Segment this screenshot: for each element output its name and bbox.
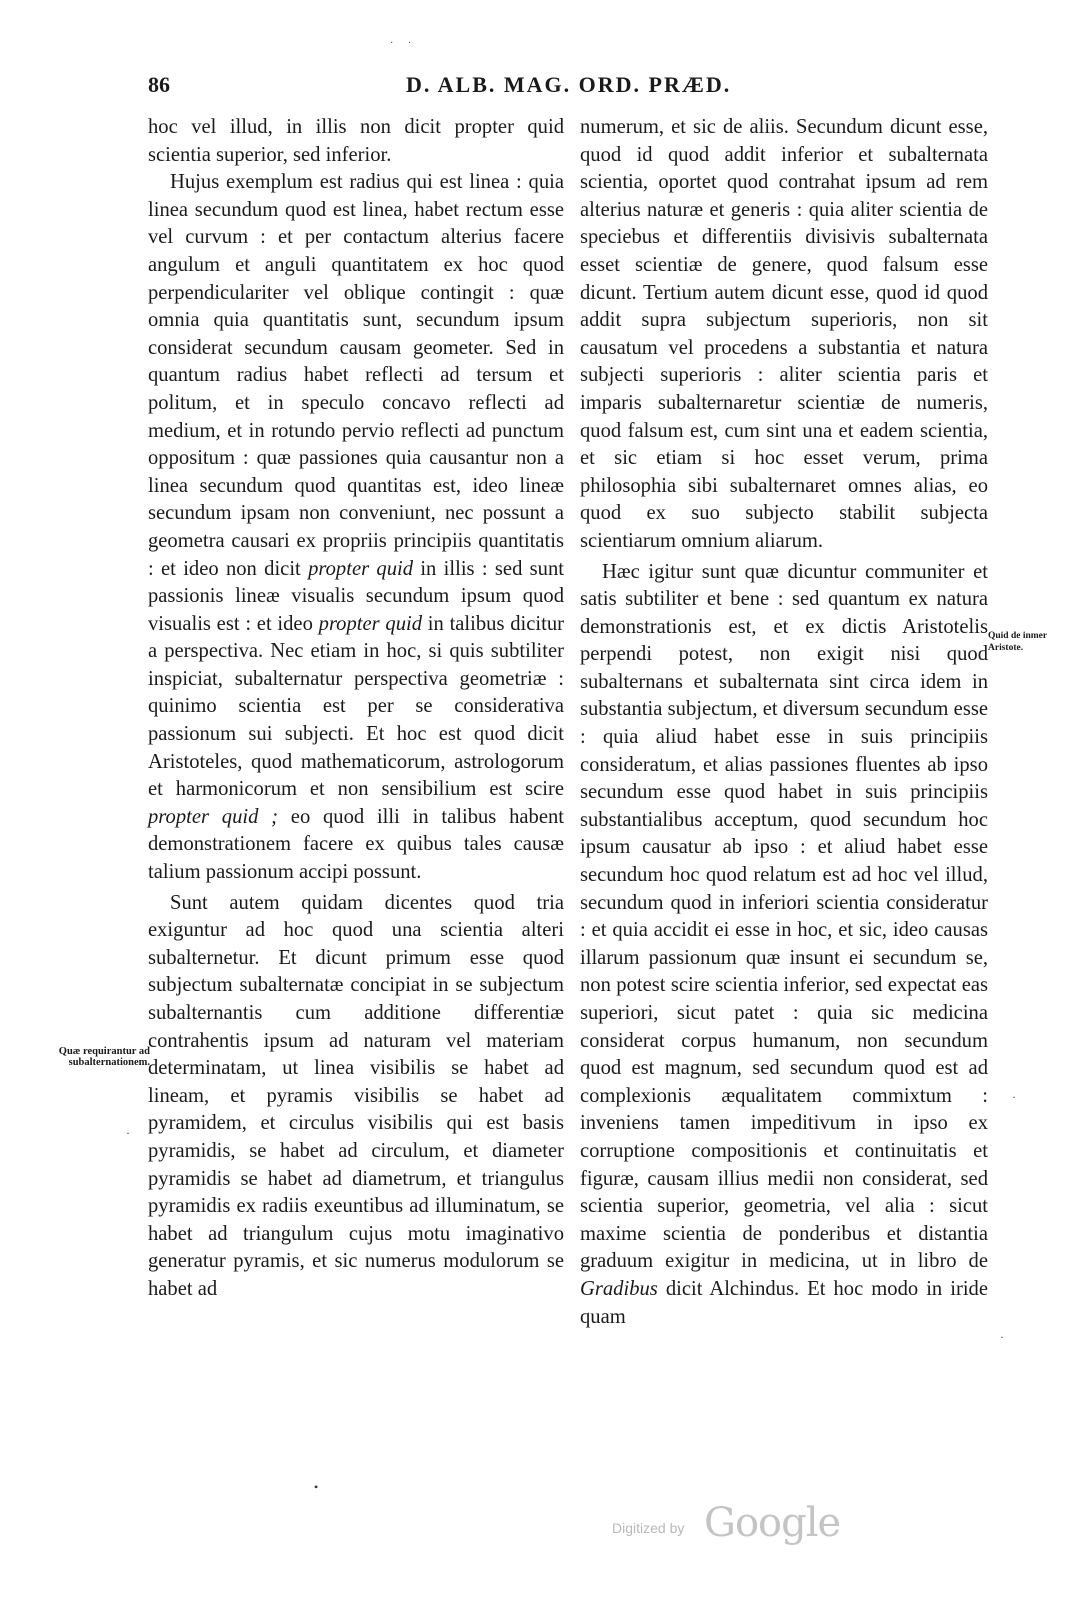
left-paragraph-1: hoc vel illud, in illis non dicit propter quid scientia superior, sed inferior. xyxy=(148,116,564,166)
left-paragraph-2-emphasis-1: propter quid xyxy=(308,557,414,580)
header-title: D. ALB. MAG. ORD. PRÆD. xyxy=(406,72,732,97)
running-head xyxy=(148,72,1010,112)
google-logo: Google xyxy=(704,1500,841,1546)
left-paragraph-3: Sunt autem quidam dicentes quod tria exiguntur ad hoc quod una scientia alteri subalternetur. Et dicunt primum esse quod subjectum subalternatæ concipiat in se subjectum subalternantis cum additione differentiæ contrahentis ipsum ad naturam vel materiam determinatam, ut linea visibilis se habet ad lineam, et pyramis visibilis se habet ad pyramidem, et circulus visibilis qui est basis pyramidis, se habet ad circulum, et diameter pyramidis se habet ad diametrum, et triangulus pyramidis ex radiis exeuntibus ad illuminatum, se habet ad triangulum cujus motu imaginativo generatur pyramis, et sic numerus modulorum se habet ad xyxy=(148,891,564,1300)
speck-mark: · xyxy=(126,1126,130,1140)
margin-note-right: Quid de inmer Aristote. xyxy=(988,631,1047,653)
left-paragraph-2-text-d: eo quod illi in talibus habent demonstrationem facere ex quibus tales causæ talium passionum accipi possunt. xyxy=(148,805,564,884)
left-paragraph-2-text-c: in talibus dicitur a perspectiva. Nec etiam in hoc, si quis subtiliter inspiciat, subalternatur perspectiva geometriæ : quinimo scientia est per se considerativa passionum sui subjecti. Et hoc est quod dicit Aristoteles, quod mathematicorum, astrologorum et harmonicorum et non sensibilium est scire xyxy=(148,612,564,801)
speck-mark: · xyxy=(1000,1330,1004,1344)
right-paragraph-1: numerum, et sic de aliis. Secundum dicunt esse, quod id quod addit inferior et subalternata scientia, oportet quod contrahat ipsum ad rem alterius naturæ et generis : quia aliter scientia de speciebus et differentiis divisivis subalternata esset scientiæ de genere, quod falsum esse dicunt. Tertium autem dicunt esse, quod id quod addit supra subjectum superioris, non sit causatum vel procedens a substantia et natura subjecti superioris : aliter scientia paris et imparis subalternaretur scientiæ de numeris, quod falsum est, cum sint una et eadem scientia, et sic etiam si hoc esset verum, prima philosophia sibi subalternaret omnes alias, eo quod ex suo subjecto stabilit subjecta scientiarum omnium aliarum. xyxy=(580,116,988,552)
digitized-footer xyxy=(612,1500,852,1550)
left-paragraph-2 xyxy=(148,169,564,886)
digitized-label: Digitized by xyxy=(612,1520,685,1536)
right-paragraph-2-text-a: Hæc igitur sunt quæ dicuntur communiter et satis subtiliter et bene : sed quantum ex natura demonstrationis est, et ex dictis Aristotelis perpendi potest, non exigit nisi quod subalternans et subalternata sint circa idem in substantia subjectum, et diversum secundum esse : quia aliud habet esse in suis principiis consideratum, et alias passiones fluentes ab ipso secundum esse quod habet in suis principiis substantialibus acceptum, quod secundum hoc ipsum causatur ab ipso : et aliud habet esse secundum hoc quod relatum est ad hoc vel illud, secundum quod in inferiori scientia consideratur : et quia accidit ei esse in hoc, et sic, ideo causas illarum passionum quæ insunt ei secundum se, non potest scire scientia inferior, sed expectat eas superiori, sicut patet : quia sic medicina considerat corpus humanum, non secundum quod est magnum, sed secundum quod est ad complexionis æqualitatem commixtum : inveniens tamen impeditivum in ipso ex corruptione compositionis et continuitatis et figuræ, causam illius medii non considerat, sed scientia superior, geometria, vel alia : sicut maxime scientia de ponderibus et distantia graduum exigitur in medicina, ut in libro de xyxy=(580,560,988,1273)
right-paragraph-2-text-b: dicit Alchindus. Et hoc modo in iride quam xyxy=(580,1277,988,1328)
left-paragraph-2-emphasis-3: propter quid ; xyxy=(148,805,279,828)
page-speck-mark: · · xyxy=(390,38,418,49)
margin-note-left: Quæ requirantur ad subalternationem. xyxy=(58,1046,150,1068)
left-paragraph-2-emphasis-2: propter quid xyxy=(318,612,423,635)
right-column xyxy=(580,114,988,1331)
right-paragraph-2 xyxy=(580,559,988,1332)
speck-mark: · xyxy=(1012,1090,1016,1104)
left-paragraph-2-text-b: in illis : sed sunt passionis lineæ visualis secundum ipsum quod visualis est : et ideo xyxy=(148,557,564,635)
speck-mark: • xyxy=(314,1480,319,1494)
page-number: 86 xyxy=(148,72,170,97)
left-column xyxy=(148,114,564,1304)
right-paragraph-2-emphasis: Gradibus xyxy=(580,1277,658,1300)
left-paragraph-2-text-a: Hujus exemplum est radius qui est linea : quia linea secundum quod est linea, habet rectum esse vel curvum : et per contactum alterius facere angulum et anguli quantitatem ex hoc quod perpendiculariter vel oblique contingit : quæ omnia quia quantitatis sunt, secundum ipsum considerat secundum causam geometer. Sed in quantum radius habet reflecti ad tersum et politum, et in speculo concavo reflecti ad medium, et in rotundo pervio reflecti ad punctum oppositum : quæ passiones quia causantur non a linea secundum quod quantitas est, ideo lineæ secundum ipsam non conveniunt, nec possunt a geometra causari ex propriis principiis quantitatis : et ideo non dicit xyxy=(148,171,564,580)
